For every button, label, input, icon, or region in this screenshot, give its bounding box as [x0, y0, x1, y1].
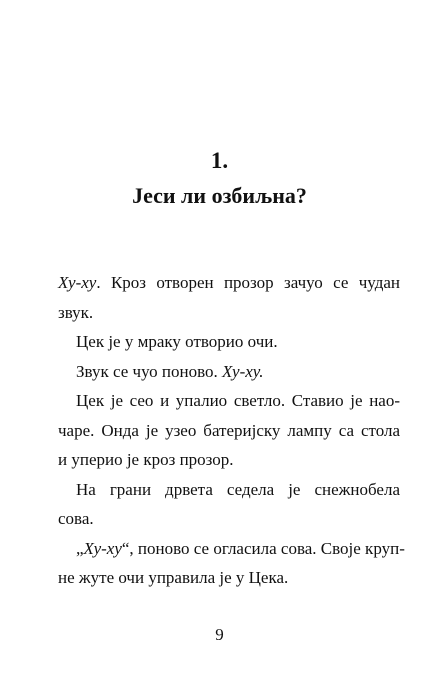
- chapter-body-text: [58, 268, 405, 593]
- text-line: [58, 563, 400, 593]
- text-line: [58, 534, 405, 564]
- text-span: “, поново се огласила сова. Своје круп-: [121, 538, 405, 558]
- text-span: и уперио је кроз прозор.: [58, 450, 234, 469]
- italic-text: Ху-ху: [58, 273, 97, 292]
- text-line: [58, 327, 400, 357]
- chapter-title: Јеси ли озбиљна?: [132, 183, 307, 208]
- text-span: На грани дрвета седела је снежнобела: [76, 479, 400, 499]
- text-span: не жуте очи управила је у Цека.: [58, 568, 289, 587]
- text-span: чаре. Онда је узео батеријску лампу са стола: [58, 420, 400, 440]
- text-span: . Кроз отворен прозор зачуо се чудан: [96, 273, 400, 292]
- italic-text: Ху-ху: [83, 538, 122, 558]
- text-line: [58, 416, 400, 446]
- italic-text: Ху-ху.: [222, 361, 264, 381]
- text-line: [58, 268, 400, 298]
- text-line: [58, 475, 400, 505]
- text-span: Звук се чуо поново.: [76, 361, 223, 381]
- page-number: 9: [215, 625, 224, 644]
- text-span: звук.: [58, 302, 94, 322]
- text-line: [58, 386, 400, 416]
- text-line: [58, 445, 400, 475]
- chapter-number: 1.: [210, 148, 229, 173]
- text-line: [58, 357, 400, 387]
- text-line: [58, 298, 400, 328]
- text-span: Цек је у мраку отворио очи.: [76, 332, 278, 351]
- text-span: „: [76, 538, 84, 558]
- text-line: [58, 504, 400, 534]
- text-span: Цек је сео и упалио светло. Ставио је нао-: [76, 391, 400, 410]
- text-span: сова.: [58, 509, 94, 528]
